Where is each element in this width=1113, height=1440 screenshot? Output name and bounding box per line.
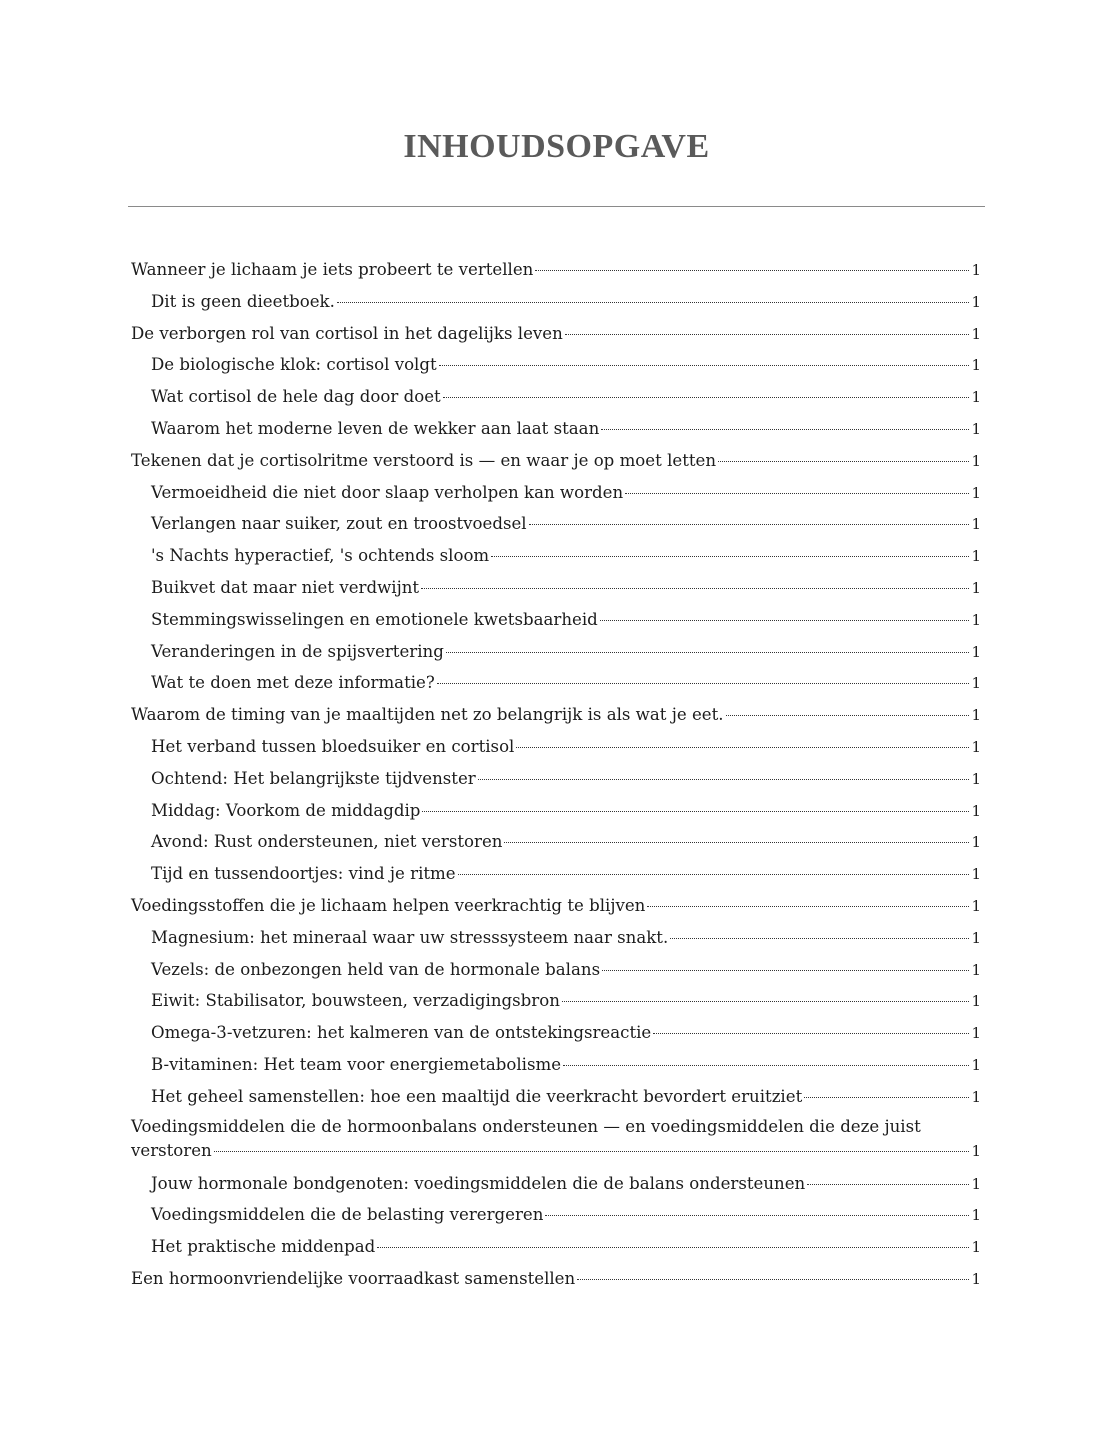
toc-subentry[interactable]: [131, 542, 981, 574]
dot-leader: [577, 1278, 969, 1280]
toc-page-number: 1: [971, 610, 981, 629]
toc-page-number: 1: [971, 833, 981, 852]
toc-entry-text: Dit is geen dieetboek.: [151, 291, 335, 311]
dot-leader: [491, 555, 969, 557]
toc-page-number: 1: [971, 674, 981, 693]
toc-page-number: 1: [971, 578, 981, 597]
toc-entry[interactable]: [131, 1115, 981, 1170]
title-divider: [128, 206, 985, 207]
dot-leader: [565, 333, 970, 335]
toc-entry-text: Magnesium: het mineraal waar uw stresssysteem naar snakt.: [151, 927, 669, 947]
toc-subentry[interactable]: [131, 351, 981, 383]
toc-subentry[interactable]: [131, 1201, 981, 1233]
toc-page-number: 1: [971, 515, 981, 534]
toc-entry-text: Een hormoonvriendelijke voorraadkast samenstellen: [131, 1268, 576, 1288]
toc-page-number: 1: [971, 324, 981, 343]
toc-entry-text: Voedingsmiddelen die de hormoonbalans ondersteunen — en voedingsmiddelen die deze juist: [131, 1116, 921, 1136]
toc-entry[interactable]: [131, 892, 981, 924]
toc-entry-text: Stemmingswisselingen en emotionele kwetsbaarheid: [151, 609, 598, 629]
toc-entry-text: Tekenen dat je cortisolritme verstoord is — en waar je op moet letten: [131, 450, 717, 470]
toc-entry[interactable]: [131, 1265, 981, 1297]
toc-entry[interactable]: [131, 447, 981, 479]
toc-entry-text: Jouw hormonale bondgenoten: voedingsmiddelen die de balans ondersteunen: [151, 1173, 806, 1193]
dot-leader: [562, 1000, 970, 1002]
toc-page-number: 1: [971, 992, 981, 1011]
toc-subentry[interactable]: [131, 574, 981, 606]
table-of-contents: [131, 256, 981, 1297]
dot-leader: [439, 364, 970, 366]
toc-entry-text: Waarom het moderne leven de wekker aan laat staan: [151, 418, 600, 438]
toc-page-number: 1: [971, 1174, 981, 1193]
toc-subentry[interactable]: [131, 1083, 981, 1115]
dot-leader: [601, 428, 969, 430]
toc-entry-text: Avond: Rust ondersteunen, niet verstoren: [151, 832, 503, 852]
toc-subentry[interactable]: [131, 479, 981, 511]
toc-page-number: 1: [971, 1141, 981, 1160]
dot-leader: [446, 651, 970, 653]
toc-page-number: 1: [971, 1055, 981, 1074]
toc-entry-text: B-vitaminen: Het team voor energiemetabolisme: [151, 1054, 562, 1074]
toc-entry-text: Wat cortisol de hele dag door doet: [151, 387, 441, 407]
dot-leader: [653, 1032, 969, 1034]
toc-subentry[interactable]: [131, 828, 981, 860]
toc-page-number: 1: [971, 801, 981, 820]
toc-page-number: 1: [971, 737, 981, 756]
dot-leader: [421, 587, 969, 589]
toc-entry-text: Tijd en tussendoortjes: vind je ritme: [151, 864, 456, 884]
toc-entry-text: Ochtend: Het belangrijkste tijdvenster: [151, 768, 476, 788]
dot-leader: [458, 873, 970, 875]
toc-page-number: 1: [971, 865, 981, 884]
toc-entry-text: Wat te doen met deze informatie?: [151, 673, 435, 693]
dot-leader: [670, 937, 969, 939]
toc-entry-text: 's Nachts hyperactief, 's ochtends sloom: [151, 546, 490, 566]
toc-page-number: 1: [971, 292, 981, 311]
toc-subentry[interactable]: [131, 669, 981, 701]
dot-leader: [804, 1096, 969, 1098]
dot-leader: [529, 523, 970, 525]
dot-leader: [214, 1150, 970, 1152]
toc-subentry[interactable]: [131, 606, 981, 638]
dot-leader: [337, 301, 970, 303]
toc-subentry[interactable]: [131, 1170, 981, 1202]
toc-entry-text: Verlangen naar suiker, zout en troostvoedsel: [151, 514, 527, 534]
toc-subentry[interactable]: [131, 510, 981, 542]
toc-subentry[interactable]: [131, 733, 981, 765]
toc-page-number: 1: [971, 547, 981, 566]
toc-page-number: 1: [971, 261, 981, 279]
toc-entry-text: Het geheel samenstellen: hoe een maaltijd die veerkracht bevordert eruitziet: [151, 1086, 803, 1106]
toc-entry-text: Vezels: de onbezongen held van de hormonale balans: [151, 959, 601, 979]
toc-entry-text: Eiwit: Stabilisator, bouwsteen, verzadigingsbron: [151, 991, 560, 1011]
dot-leader: [602, 969, 969, 971]
toc-page-number: 1: [971, 1269, 981, 1288]
toc-subentry[interactable]: [131, 638, 981, 670]
toc-page-number: 1: [971, 1024, 981, 1043]
dot-leader: [437, 682, 970, 684]
toc-subentry[interactable]: [131, 987, 981, 1019]
toc-subentry[interactable]: [131, 415, 981, 447]
toc-entry[interactable]: [131, 256, 981, 288]
page-title: INHOUDSOPGAVE: [403, 128, 710, 165]
toc-entry-text: Wanneer je lichaam je iets probeert te vertellen: [131, 260, 534, 279]
toc-page-number: 1: [971, 388, 981, 407]
dot-leader: [504, 841, 969, 843]
toc-subentry[interactable]: [131, 1051, 981, 1083]
toc-subentry[interactable]: [131, 765, 981, 797]
toc-subentry[interactable]: [131, 924, 981, 956]
toc-subentry[interactable]: [131, 1019, 981, 1051]
toc-page-number: 1: [971, 1206, 981, 1225]
toc-page-number: 1: [971, 706, 981, 725]
dot-leader: [422, 810, 969, 812]
toc-page-number: 1: [971, 960, 981, 979]
dot-leader: [563, 1064, 969, 1066]
toc-entry-text: Het praktische middenpad: [151, 1237, 376, 1257]
toc-subentry[interactable]: [131, 956, 981, 988]
toc-entry-text: Voedingsstoffen die je lichaam helpen veerkrachtig te blijven: [131, 895, 646, 915]
dot-leader: [726, 714, 970, 716]
toc-subentry[interactable]: [131, 797, 981, 829]
dot-leader: [377, 1246, 969, 1248]
toc-page-number: 1: [971, 451, 981, 470]
toc-subentry[interactable]: [131, 288, 981, 320]
toc-entry[interactable]: [131, 320, 981, 352]
toc-entry-text: Buikvet dat maar niet verdwijnt: [151, 577, 420, 597]
toc-subentry[interactable]: [131, 860, 981, 892]
toc-page-number: 1: [971, 1238, 981, 1257]
toc-page-number: 1: [971, 1087, 981, 1106]
toc-page-number: 1: [971, 483, 981, 502]
dot-leader: [600, 619, 970, 621]
dot-leader: [545, 1214, 969, 1216]
dot-leader: [443, 396, 970, 398]
toc-entry-text: De biologische klok: cortisol volgt: [151, 355, 437, 375]
toc-entry-text: Omega-3-vetzuren: het kalmeren van de ontstekingsreactie: [151, 1023, 652, 1043]
toc-subentry[interactable]: [131, 383, 981, 415]
toc-entry[interactable]: [131, 701, 981, 733]
toc-page-number: 1: [971, 356, 981, 375]
toc-entry-text: Waarom de timing van je maaltijden net zo belangrijk is als wat je eet.: [131, 705, 724, 725]
dot-leader: [535, 269, 969, 271]
toc-page-number: 1: [971, 642, 981, 661]
toc-page-number: 1: [971, 928, 981, 947]
dot-leader: [647, 905, 969, 907]
toc-entry-text: Veranderingen in de spijsvertering: [151, 641, 444, 661]
toc-page-number: 1: [971, 896, 981, 915]
dot-leader: [718, 460, 969, 462]
dot-leader: [478, 778, 970, 780]
toc-entry-text: De verborgen rol van cortisol in het dagelijks leven: [131, 323, 563, 343]
toc-page-number: 1: [971, 769, 981, 788]
toc-entry-text: Middag: Voorkom de middagdip: [151, 800, 421, 820]
dot-leader: [807, 1183, 969, 1185]
toc-entry-text: Vermoeidheid die niet door slaap verholpen kan worden: [151, 482, 624, 502]
toc-subentry[interactable]: [131, 1233, 981, 1265]
toc-entry-text: Het verband tussen bloedsuiker en cortisol: [151, 736, 515, 756]
toc-page-number: 1: [971, 419, 981, 438]
toc-entry-text-continued: verstoren: [131, 1140, 212, 1160]
dot-leader: [516, 746, 969, 748]
toc-entry-text: Voedingsmiddelen die de belasting verergeren: [151, 1205, 544, 1225]
dot-leader: [625, 492, 969, 494]
